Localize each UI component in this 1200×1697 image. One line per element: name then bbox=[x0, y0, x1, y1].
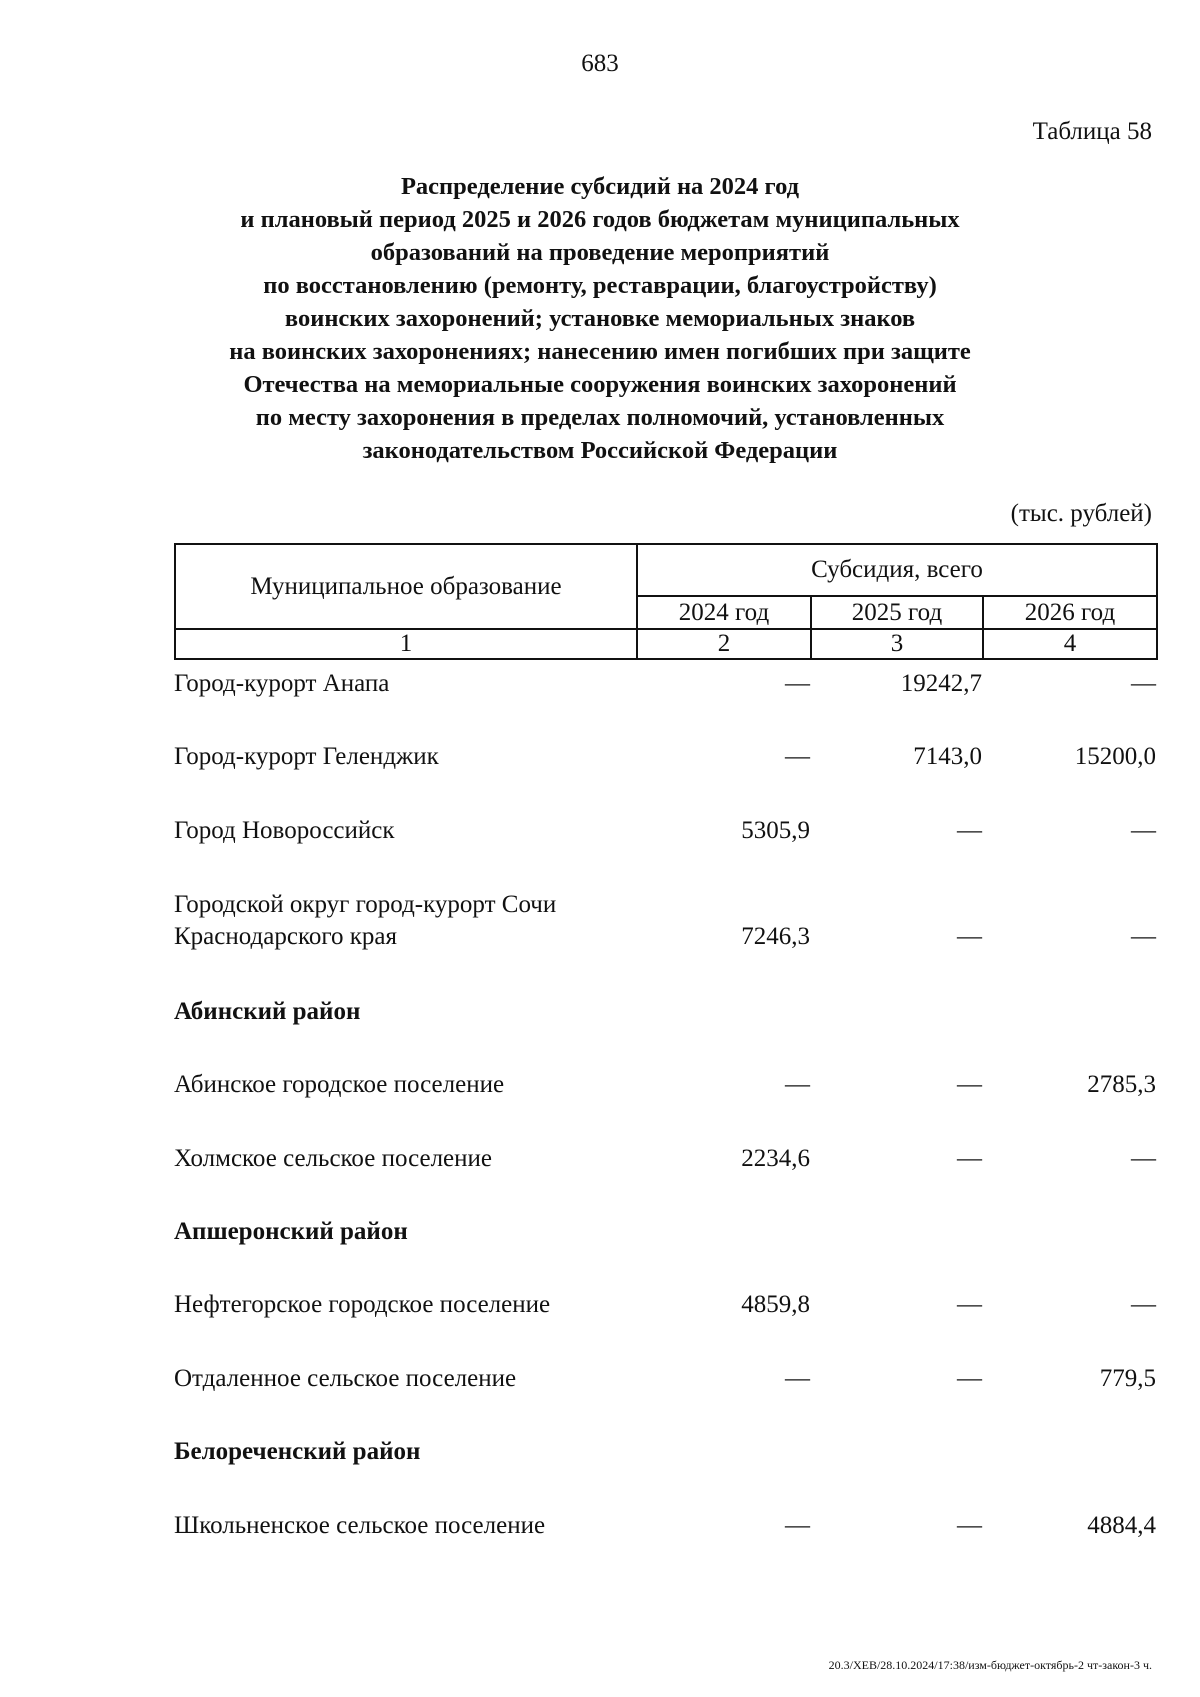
header-col-number: 3 bbox=[811, 629, 983, 659]
title-line: законодательством Российской Федерации bbox=[362, 437, 838, 464]
value-2026: 4884,4 bbox=[1087, 1512, 1156, 1539]
footer-doc-code: 20.3/ХЕВ/28.10.2024/17:38/изм-бюджет-октябрь-2 чт-закон-3 ч. bbox=[828, 1658, 1152, 1672]
row-name-continued: Краснодарского края bbox=[174, 923, 397, 950]
row-name: Отдаленное сельское поселение bbox=[174, 1365, 517, 1392]
value-2024: 7246,3 bbox=[741, 923, 810, 950]
value-2025: — bbox=[957, 1512, 982, 1539]
value-2026: — bbox=[1131, 670, 1156, 697]
value-2026: — bbox=[1131, 1291, 1156, 1318]
title-line: воинских захоронений; установке мемориальных знаков bbox=[284, 305, 916, 332]
header-subsidy-total: Субсидия, всего bbox=[637, 544, 1157, 596]
row-name: Холмское сельское поселение bbox=[174, 1145, 492, 1172]
header-year-2026: 2026 год bbox=[983, 596, 1157, 629]
row-name: Городской округ город-курорт Сочи bbox=[174, 891, 557, 918]
header-year-2025: 2025 год bbox=[811, 596, 983, 629]
row-name: Нефтегорское городское поселение bbox=[174, 1291, 551, 1318]
value-2026: 2785,3 bbox=[1087, 1071, 1156, 1098]
group-name: Белореченский район bbox=[174, 1438, 421, 1465]
row-name: Абинское городское поселение bbox=[174, 1071, 505, 1098]
value-2025: — bbox=[957, 923, 982, 950]
value-2025: 19242,7 bbox=[900, 670, 982, 697]
title-line: Отечества на мемориальные сооружения воинских захоронений bbox=[243, 371, 957, 398]
header-col-number: 4 bbox=[983, 629, 1157, 659]
value-2025: — bbox=[957, 1071, 982, 1098]
value-2026: — bbox=[1131, 817, 1156, 844]
page-number: 683 bbox=[581, 50, 619, 77]
title-line: по месту захоронения в пределах полномочий, установленных bbox=[255, 404, 945, 431]
header-col-number: 2 bbox=[637, 629, 811, 659]
value-2025: — bbox=[957, 1145, 982, 1172]
title-line: и плановый период 2025 и 2026 годов бюджетам муниципальных bbox=[240, 206, 960, 233]
value-2024: 4859,8 bbox=[741, 1291, 810, 1318]
group-name: Абинский район bbox=[174, 998, 361, 1025]
value-2024: — bbox=[785, 1365, 810, 1392]
title-line: на воинских захоронениях; нанесению имен погибших при защите bbox=[229, 338, 971, 365]
value-2024: — bbox=[785, 670, 810, 697]
table-label: Таблица 58 bbox=[1032, 118, 1152, 145]
group-name: Апшеронский район bbox=[174, 1218, 408, 1245]
header-municipality: Муниципальное образование bbox=[175, 544, 637, 629]
header-col-number: 1 bbox=[175, 629, 637, 659]
value-2024: 2234,6 bbox=[741, 1145, 810, 1172]
value-2026: 15200,0 bbox=[1074, 743, 1156, 770]
row-name: Город Новороссийск bbox=[174, 817, 395, 844]
row-name: Город-курорт Анапа bbox=[174, 670, 390, 697]
title-line: образований на проведение мероприятий bbox=[370, 239, 830, 266]
title-line: Распределение субсидий на 2024 год bbox=[400, 173, 800, 200]
units-label: (тыс. рублей) bbox=[1010, 500, 1152, 527]
value-2025: — bbox=[957, 1291, 982, 1318]
header-year-2024: 2024 год bbox=[637, 596, 811, 629]
title-line: по восстановлению (ремонту, реставрации, благоустройству) bbox=[263, 272, 937, 299]
value-2026: 779,5 bbox=[1099, 1365, 1156, 1392]
value-2024: — bbox=[785, 1071, 810, 1098]
value-2024: 5305,9 bbox=[741, 817, 810, 844]
value-2024: — bbox=[785, 743, 810, 770]
row-name: Школьненское сельское поселение bbox=[174, 1512, 546, 1539]
row-name: Город-курорт Геленджик bbox=[174, 743, 439, 770]
value-2025: 7143,0 bbox=[913, 743, 982, 770]
value-2026: — bbox=[1131, 923, 1156, 950]
value-2024: — bbox=[785, 1512, 810, 1539]
value-2026: — bbox=[1131, 1145, 1156, 1172]
value-2025: — bbox=[957, 1365, 982, 1392]
value-2025: — bbox=[957, 817, 982, 844]
